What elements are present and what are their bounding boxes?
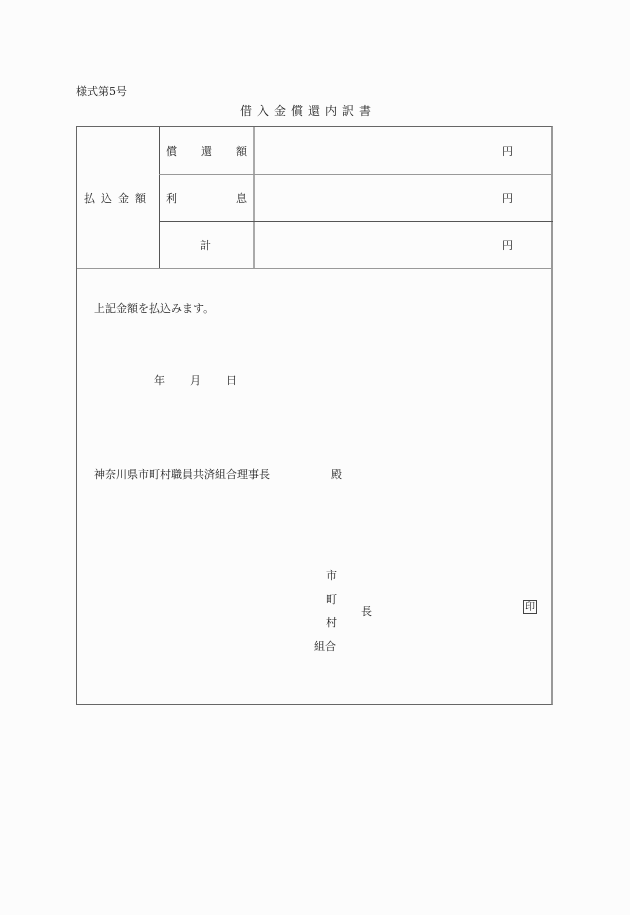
signer-title: 長	[361, 605, 372, 618]
document-title: 借入金償還内訳書	[240, 104, 377, 118]
table-divider	[159, 127, 160, 268]
form-number: 様式第5号	[76, 85, 127, 98]
total-label: 計	[200, 239, 211, 252]
label-char: 息	[236, 192, 247, 205]
label-char: 額	[236, 145, 247, 158]
label-char: 還	[201, 145, 212, 158]
form-box	[76, 126, 553, 705]
entity-type-city: 市	[326, 569, 337, 582]
table-divider	[159, 174, 553, 175]
date-year-label: 年	[154, 374, 165, 387]
repayment-label	[166, 143, 247, 159]
table-divider	[253, 127, 255, 268]
label-char: 償	[166, 145, 177, 158]
date-day-label: 日	[226, 374, 237, 387]
honorific: 殿	[331, 468, 342, 481]
addressee: 神奈川県市町村職員共済組合理事長	[94, 468, 270, 481]
entity-type-town: 町	[326, 593, 337, 606]
table-divider	[159, 221, 553, 222]
date-month-label: 月	[190, 374, 201, 387]
table-divider	[77, 268, 553, 269]
yen-unit: 円	[502, 192, 513, 205]
label-char: 利	[166, 192, 177, 205]
payment-statement: 上記金額を払込みます。	[94, 302, 215, 315]
yen-unit: 円	[502, 145, 513, 158]
seal-mark: 印	[525, 602, 535, 613]
payment-amount-label: 払込金額	[84, 192, 152, 205]
entity-type-village: 村	[326, 616, 337, 629]
yen-unit: 円	[502, 239, 513, 252]
interest-label	[166, 190, 247, 206]
entity-type-association: 組合	[314, 640, 336, 653]
